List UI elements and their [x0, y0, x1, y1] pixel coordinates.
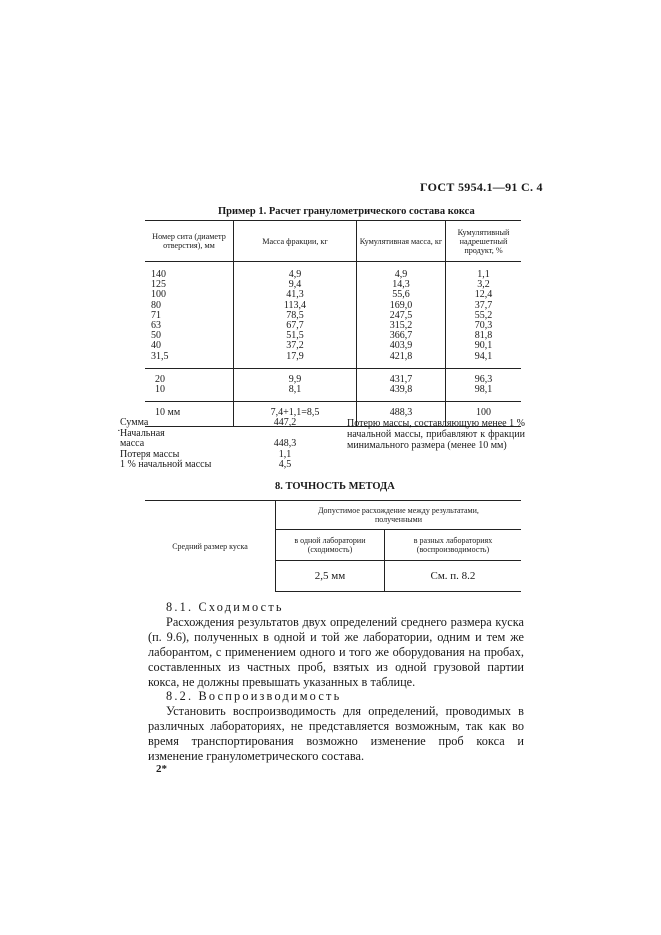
p82-text: Установить воспроизводимость для определений, проводимых в различных лабораториях, не представляется возможным, так как во время транспортирования возможно изменение проб кокса и изменение гранулометрического состава.	[148, 704, 524, 763]
summary-label: Потеря массы	[120, 448, 180, 460]
table-cell-sieve: 40	[151, 340, 161, 352]
summary-block	[120, 418, 300, 471]
table-cell-mass: 9,4	[288, 279, 302, 291]
table-cell-cum-pct: 37,7	[474, 299, 493, 311]
table-cell-cum-pct: 96,3	[474, 373, 493, 385]
p82-title	[166, 689, 542, 704]
summary-row	[120, 439, 300, 450]
summary-value: 1,1	[278, 448, 292, 460]
table-cell-sieve: 71	[151, 309, 161, 321]
table-cell-cum-mass: 403,9	[389, 340, 413, 352]
table-cell-cum-pct: 55,2	[474, 309, 493, 321]
summary-row	[120, 460, 300, 471]
table-cell-sieve: 140	[151, 269, 166, 280]
table-cell-mass: 4,9	[288, 269, 302, 280]
table-cell-cum-mass: 247,5	[389, 309, 413, 321]
summary-label: масса	[120, 438, 145, 449]
table-cell-mass: 8,1	[288, 384, 302, 396]
summary-row	[120, 418, 300, 429]
section-8-title: 8. ТОЧНОСТЬ МЕТОДА	[275, 481, 395, 492]
table-cell-mass: 37,2	[286, 340, 304, 352]
g3-cum: 488,3	[357, 402, 446, 427]
p81-title	[166, 600, 542, 615]
p81-text: Расхождения результатов двух определений среднего размера куска (п. 9.6), полученных в одной и той же лаборатории, одним и тем же лаборантом, с применением одного и того же оборудования на пробах, составленных из частных проб, взятых из одной грузовой партии кокса, не должны превышать указанных в таблице.	[148, 615, 524, 689]
table-cell-mass: 113,4	[283, 299, 307, 311]
table-cell-sieve: 125	[151, 279, 166, 291]
table-cell-mass: 78,5	[286, 309, 304, 321]
summary-value: 447,2	[273, 417, 297, 428]
g3-pct: 100	[446, 402, 522, 427]
table-cell-cum-pct: 81,8	[474, 330, 493, 342]
summary-value: 448,3	[273, 438, 297, 449]
table-cell-cum-pct: 94,1	[474, 350, 493, 362]
table-group-1	[145, 262, 521, 369]
table-cell-cum-mass: 366,7	[389, 330, 413, 342]
page-mark: 2*	[156, 763, 167, 775]
table-cell-cum-mass: 55,6	[392, 289, 410, 301]
summary-row	[120, 429, 300, 440]
table-cell-sieve: 63	[151, 320, 161, 332]
precision-header: Допустимое расхождение между результатами, полученными	[276, 501, 522, 530]
table-cell-cum-mass: 169,0	[389, 299, 413, 311]
table-cell-mass: 67,7	[286, 320, 304, 332]
table-cell-cum-pct: 3,2	[477, 279, 490, 291]
summary-label: Сумма	[120, 417, 149, 428]
p81-title-text: 8.1. Сходимость	[166, 600, 284, 614]
table-cell-cum-pct: 12,4	[474, 289, 493, 301]
col-header-cum-mass: Кумулятивная масса, кг	[357, 221, 446, 262]
p82-title-text: 8.2. Воспроизводимость	[166, 689, 342, 703]
table-cell-cum-mass: 315,2	[389, 320, 413, 332]
g3-mass: 7,4+1,1=8,5	[234, 402, 357, 427]
table-cell-mass: 17,9	[286, 350, 304, 362]
example-caption: Пример 1. Расчет гранулометрического состава кокса	[218, 206, 475, 217]
table-cell-sieve: 20	[155, 373, 165, 385]
table-cell-sieve: 50	[151, 330, 161, 342]
rowhead-piece-size: Средний размер куска	[145, 501, 276, 592]
table-cell-mass: 51,5	[286, 330, 304, 342]
table-cell-cum-mass: 431,7	[389, 373, 413, 385]
col-header-sieve: Номер сита (диаметр отверстия), мм	[145, 221, 234, 262]
sub-header-reproducibility: в разных лабораториях (воспроизводимость)	[384, 530, 521, 561]
col-header-cum-pct: Кумулятивный надрешетный продукт, %	[446, 221, 522, 262]
page-header: ГОСТ 5954.1—91 С. 4	[420, 180, 543, 194]
margin-dot: ·	[117, 425, 121, 437]
value-repeatability: 2,5 мм	[276, 561, 385, 592]
sub-header-repeatability: в одной лаборатории (сходимость)	[276, 530, 385, 561]
table-cell-sieve: 100	[151, 289, 166, 301]
table-cell-mass: 41,3	[286, 289, 304, 301]
table-cell-cum-mass: 421,8	[389, 350, 413, 362]
summary-label: Начальная	[120, 427, 165, 439]
summary-value: 4,5	[278, 459, 292, 470]
table-cell-cum-pct: 1,1	[477, 269, 490, 280]
precision-table	[145, 500, 521, 592]
table-cell-cum-pct: 90,1	[474, 340, 493, 352]
table-cell-cum-mass: 14,3	[392, 279, 410, 291]
table-cell-sieve: 10	[155, 384, 165, 396]
granulometry-table	[145, 220, 521, 427]
mass-loss-note: Потерю массы, составляющую менее 1 % начальной массы, прибавляют к фракции минимального размера (менее 10 мм)	[347, 418, 525, 451]
table-cell-sieve: 80	[151, 299, 161, 311]
table-cell-cum-mass: 439,8	[389, 384, 413, 396]
table-cell-cum-pct: 70,3	[474, 320, 493, 332]
g3-sieve: 10 мм	[145, 402, 234, 427]
col-header-mass: Масса фракции, кг	[234, 221, 357, 262]
table-cell-cum-pct: 98,1	[474, 384, 493, 396]
table-cell-cum-mass: 4,9	[394, 269, 408, 280]
table-cell-sieve: 31,5	[151, 350, 169, 362]
summary-label: 1 % начальной массы	[120, 459, 212, 470]
table-group-2	[145, 368, 521, 401]
table-cell-mass: 9,9	[288, 373, 302, 385]
value-reproducibility: См. п. 8.2	[384, 561, 521, 592]
